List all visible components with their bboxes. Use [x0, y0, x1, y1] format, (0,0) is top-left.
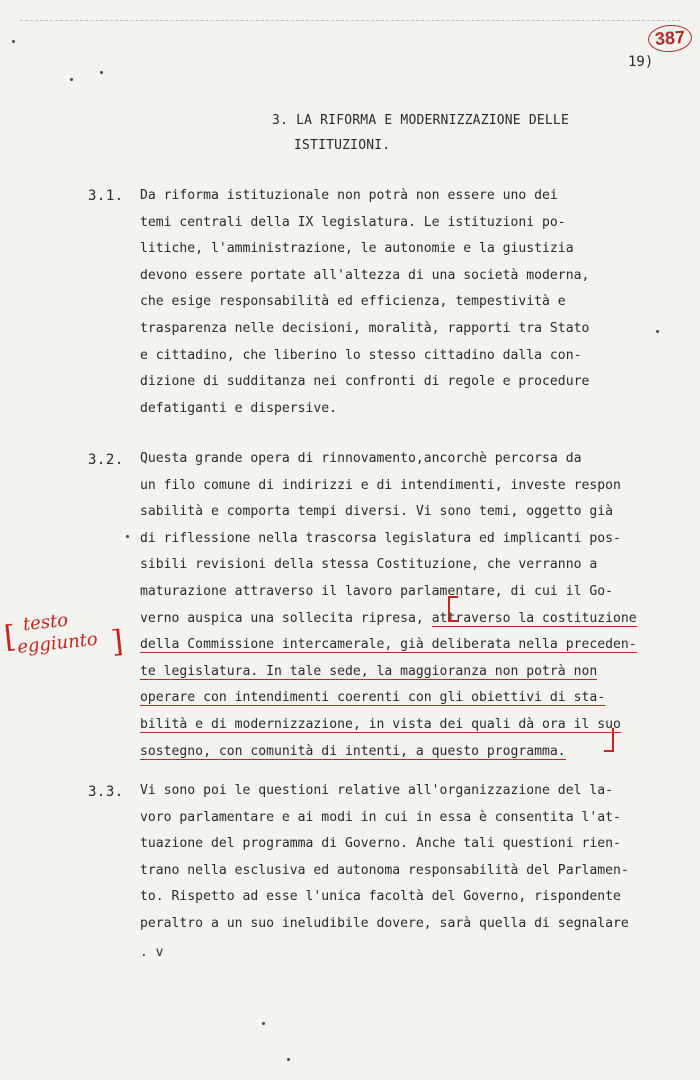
note-line-2: eggiunto: [16, 628, 99, 659]
text-line: Vi sono poi le questioni relative all'organizzazione del la-: [140, 783, 613, 798]
underlined-text: della Commissione intercamerale, già deliberata nella preceden-: [140, 637, 637, 653]
underlined-text: bilità e di modernizzazione, in vista dei quali dà ora il suo: [140, 716, 621, 732]
text-line: trano nella esclusiva ed autonoma responsabilità del Parlamen-: [140, 862, 629, 878]
insert-bracket-close: [604, 728, 614, 752]
text-line: e cittadino, che liberino lo stesso cittadino dalla con-: [140, 347, 582, 363]
section-number-3-1: 3.1.: [88, 188, 124, 204]
text-line: un filo comune di indirizzi e di intendimenti, investe respon: [140, 477, 621, 493]
text-line: peraltro a un suo ineludibile dovere, sarà quella di segnalare: [140, 915, 629, 931]
text-segment: verno auspica una sollecita ripresa,: [140, 610, 424, 626]
text-line: Da riforma istituzionale non potrà non essere uno dei: [140, 188, 558, 203]
footer-mark: . v: [140, 945, 164, 960]
text-line: sabilità e comporta tempi diversi. Vi sono temi, oggetto già: [140, 504, 613, 520]
text-line: Questa grande opera di rinnovamento,ancorchè percorsa da: [140, 451, 582, 466]
text-line: che esige responsabilità ed efficienza, tempestività e: [140, 294, 566, 310]
underlined-text: operare con intendimenti coerenti con gli obiettivi di sta-: [140, 690, 606, 706]
section-3-1-paragraph: [140, 183, 660, 422]
text-line: maturazione attraverso il lavoro parlamentare, di cui il Go-: [140, 583, 613, 599]
title-line-2: ISTITUZIONI.: [294, 138, 391, 153]
paper-speck: [70, 78, 73, 81]
text-line: dizione di sudditanza nei confronti di regole e procedure: [140, 374, 590, 390]
underlined-text: sostegno, con comunità di intenti, a questo programma.: [140, 743, 566, 759]
paper-speck: [656, 330, 659, 333]
text-line: voro parlamentare e ai modi in cui in essa è consentita l'at-: [140, 809, 621, 825]
section-number-3-2: 3.2.: [88, 452, 124, 468]
text-line: devono essere portate all'altezza di una società moderna,: [140, 267, 590, 283]
underlined-insert-start: attraverso la costituzione: [431, 610, 637, 626]
text-line-with-insert: [140, 606, 660, 633]
note-bracket-right-icon: ]: [109, 624, 125, 661]
text-line: defatiganti e dispersive.: [140, 400, 338, 416]
note-bracket-left-icon: [: [2, 619, 18, 656]
paper-speck: [100, 71, 103, 74]
top-edge-line: [20, 20, 680, 21]
text-line: di riflessione nella trascorsa legislatura ed implicanti pos-: [140, 530, 621, 546]
text-line: tuazione del programma di Governo. Anche tali questioni rien-: [140, 836, 621, 852]
section-number-3-3: 3.3.: [88, 784, 124, 800]
insert-bracket-open: [448, 596, 458, 622]
text-line: temi centrali della IX legislatura. Le istituzioni po-: [140, 214, 566, 230]
underlined-line: [140, 685, 660, 712]
note-line-1: testo: [21, 609, 70, 636]
page-number: 19): [628, 54, 654, 70]
text-line: trasparenza nelle decisioni, moralità, rapporti tra Stato: [140, 320, 590, 336]
text-line: litiche, l'amministrazione, le autonomie e la giustizia: [140, 241, 574, 257]
text-line: sibili revisioni della stessa Costituzione, che verranno a: [140, 557, 598, 573]
paper-speck: [262, 1022, 265, 1025]
folio-stamp: 387: [647, 23, 693, 53]
section-3-3-paragraph: [140, 778, 660, 938]
paper-speck: [287, 1058, 290, 1061]
title-line-1: 3. LA RIFORMA E MODERNIZZAZIONE DELLE: [272, 113, 569, 128]
section-title: [272, 110, 632, 157]
paper-speck: [12, 40, 15, 43]
underlined-line: [140, 632, 660, 659]
underlined-line: [140, 659, 660, 686]
underlined-text: te legislatura. In tale sede, la maggioranza non potrà non: [140, 663, 598, 679]
section-3-2-paragraph: [140, 446, 660, 765]
handwritten-margin-note: [2, 604, 125, 661]
underlined-line: [140, 739, 660, 766]
text-line: to. Rispetto ad esse l'unica facoltà del Governo, rispondente: [140, 889, 621, 905]
underlined-line: [140, 712, 660, 739]
paper-speck: [126, 535, 129, 538]
